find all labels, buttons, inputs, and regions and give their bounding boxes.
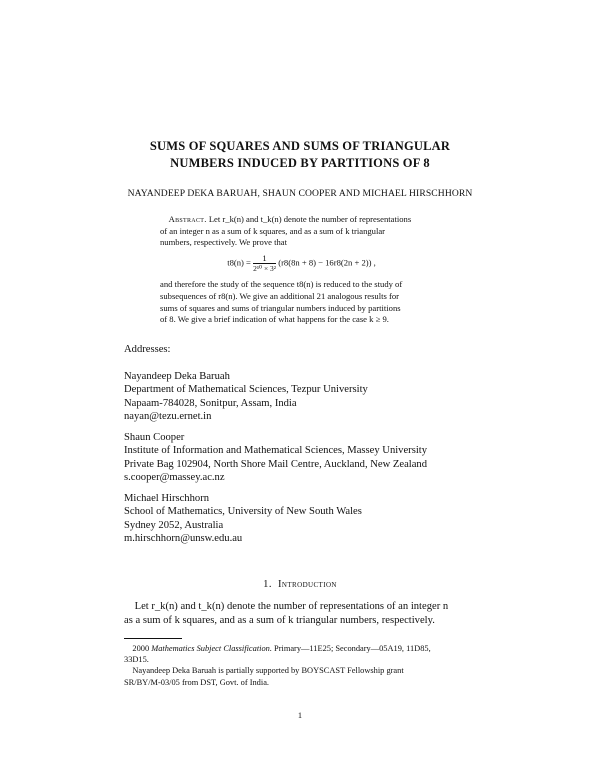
address-email: s.cooper@massey.ac.nz [124, 472, 225, 484]
formula-numerator: 1 [253, 253, 276, 264]
formula-rhs: (r8(8n + 8) − 16r8(2n + 2)) , [278, 257, 376, 268]
address-email: m.hirschhorn@unsw.edu.au [124, 533, 243, 545]
author-list: NAYANDEEP DEKA BARUAH, SHAUN COOPER AND MICHAEL HIRSCHHORN [127, 188, 473, 199]
formula-fraction [253, 253, 276, 274]
address-name: Shaun Cooper [124, 432, 185, 443]
introduction-paragraph [124, 600, 476, 628]
address-email: nayan@tezu.ernet.in [124, 411, 212, 423]
section-title: Introduction [277, 579, 337, 590]
footnote-support-line-2: SR/BY/M-03/05 from DST, Govt. of India. [124, 677, 270, 687]
msc-label: Mathematics Subject Classification. [151, 644, 272, 653]
address-cooper [124, 431, 427, 485]
address-department: Department of Mathematical Sciences, Tezpur University [124, 384, 368, 396]
formula-lhs: t8(n) = [227, 257, 251, 268]
paper-title [0, 138, 600, 172]
abstract-line-7: of 8. We give a brief indication of what happens for the case k ≥ 9. [160, 314, 389, 325]
abstract-text-1: Let r_k(n) and t_k(n) denote the number of representations [208, 214, 412, 224]
abstract-line-1 [160, 214, 443, 226]
intro-line-1 [124, 600, 476, 614]
address-department: School of Mathematics, University of New South Wales [124, 506, 362, 518]
abstract-line-6: sums of squares and sums of triangular numbers induced by partitions [160, 302, 401, 313]
footnote-msc-line-2: 33D15. [124, 655, 149, 665]
address-baruah [124, 370, 368, 424]
abstract-line-2: of an integer n as a sum of k squares, and as a sum of k triangular [160, 225, 386, 236]
title-line-1: SUMS OF SQUARES AND SUMS OF TRIANGULAR [149, 139, 451, 153]
msc-codes: Primary—11E25; Secondary—05A19, 11D85, [274, 644, 431, 653]
section-number: 1. [263, 579, 272, 590]
formula-denominator: 2¹⁰ × 3² [253, 264, 277, 274]
support-text-1: Nayandeep Deka Baruah is partially supported by BOYSCAST Fellowship grant [132, 666, 404, 676]
abstract-heading: Abstract. [168, 214, 207, 224]
abstract-line-4: and therefore the study of the sequence t8(n) is reduced to the study of [160, 279, 403, 290]
page-number: 1 [297, 711, 303, 720]
msc-year: 2000 [132, 644, 150, 653]
address-name: Nayandeep Deka Baruah [124, 371, 230, 382]
footnote-rule [124, 638, 182, 639]
intro-line-2: as a sum of k squares, and as a sum of k triangular numbers, respectively. [124, 615, 435, 626]
address-location: Sydney 2052, Australia [124, 519, 224, 531]
footnotes [124, 643, 476, 688]
address-hirschhorn [124, 492, 362, 546]
addresses-heading: Addresses: [124, 344, 171, 355]
address-department: Institute of Information and Mathematical Sciences, Massey University [124, 445, 428, 457]
main-formula [160, 253, 443, 274]
title-line-2: NUMBERS INDUCED BY PARTITIONS OF 8 [170, 156, 430, 170]
address-location: Private Bag 102904, North Shore Mail Centre, Auckland, New Zealand [124, 458, 428, 470]
intro-text-1: Let r_k(n) and t_k(n) denote the number of representations of an integer n [134, 601, 449, 612]
section-heading-introduction [0, 579, 600, 590]
footnote-support [124, 665, 476, 676]
address-location: Napaam-784028, Sonitpur, Assam, India [124, 397, 297, 409]
footnote-msc [124, 643, 476, 654]
abstract-line-5: subsequences of r8(n). We give an additional 21 analogous results for [160, 290, 399, 301]
address-name: Michael Hirschhorn [124, 493, 210, 504]
abstract [160, 214, 443, 326]
abstract-line-3: numbers, respectively. We prove that [160, 237, 287, 248]
